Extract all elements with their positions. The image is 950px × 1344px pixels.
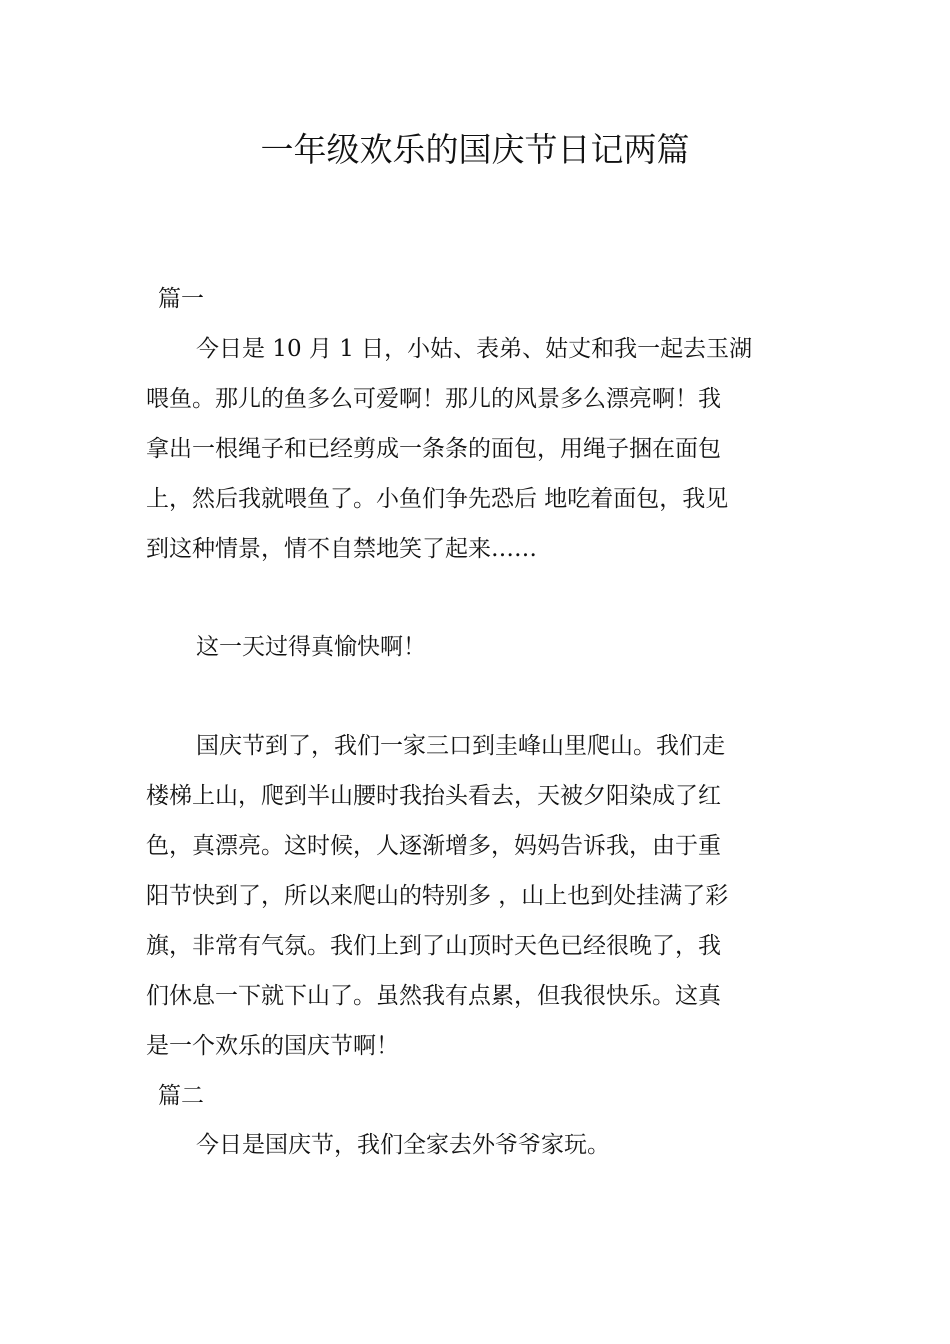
document-title: 一年级欢乐的国庆节日记两篇 [260, 130, 690, 169]
paragraph-line: 楼梯上山，爬到半山腰时我抬头看去，天被夕阳染成了红 [146, 783, 721, 809]
paragraph-line: 色，真漂亮。这时候，人逐渐增多，妈妈告诉我，由于重 [146, 833, 721, 859]
paragraph-line: 拿出一根绳子和已经剪成一条条的面包，用绳子捆在面包 [146, 436, 721, 462]
paragraph-line: 这一天过得真愉快啊！ [196, 634, 426, 660]
section-label-2: 篇二 [158, 1083, 204, 1109]
paragraph-3 [146, 721, 806, 1071]
paragraph-line: 旗，非常有气氛。我们上到了山顶时天色已经很晚了，我 [146, 933, 721, 959]
paragraph-line: 是一个欢乐的国庆节啊！ [146, 1033, 399, 1059]
paragraph-line: 国庆节到了，我们一家三口到圭峰山里爬山。我们走 [196, 733, 725, 759]
paragraph-line: 阳节快到了，所以来爬山的特别多 ，山上也到处挂满了彩 [146, 883, 729, 909]
paragraph-line: 今日是 10 月 1 日，小姑、表弟、姑丈和我一起去玉湖 [196, 336, 753, 362]
paragraph-4 [146, 1120, 806, 1170]
paragraph-line: 喂鱼。那儿的鱼多么可爱啊！那儿的风景多么漂亮啊！我 [146, 386, 721, 412]
paragraph-line: 上，然后我就喂鱼了。小鱼们争先恐后 地吃着面包，我见 [146, 486, 729, 512]
section-label-1: 篇一 [158, 286, 204, 312]
paragraph-2 [146, 622, 806, 672]
paragraph-line: 们休息一下就下山了。虽然我有点累，但我很快乐。这真 [146, 983, 721, 1009]
paragraph-1 [146, 324, 806, 574]
paragraph-line: 今日是国庆节，我们全家去外爷爷家玩。 [196, 1132, 610, 1158]
paragraph-line: 到这种情景，情不自禁地笑了起来…… [146, 536, 537, 562]
